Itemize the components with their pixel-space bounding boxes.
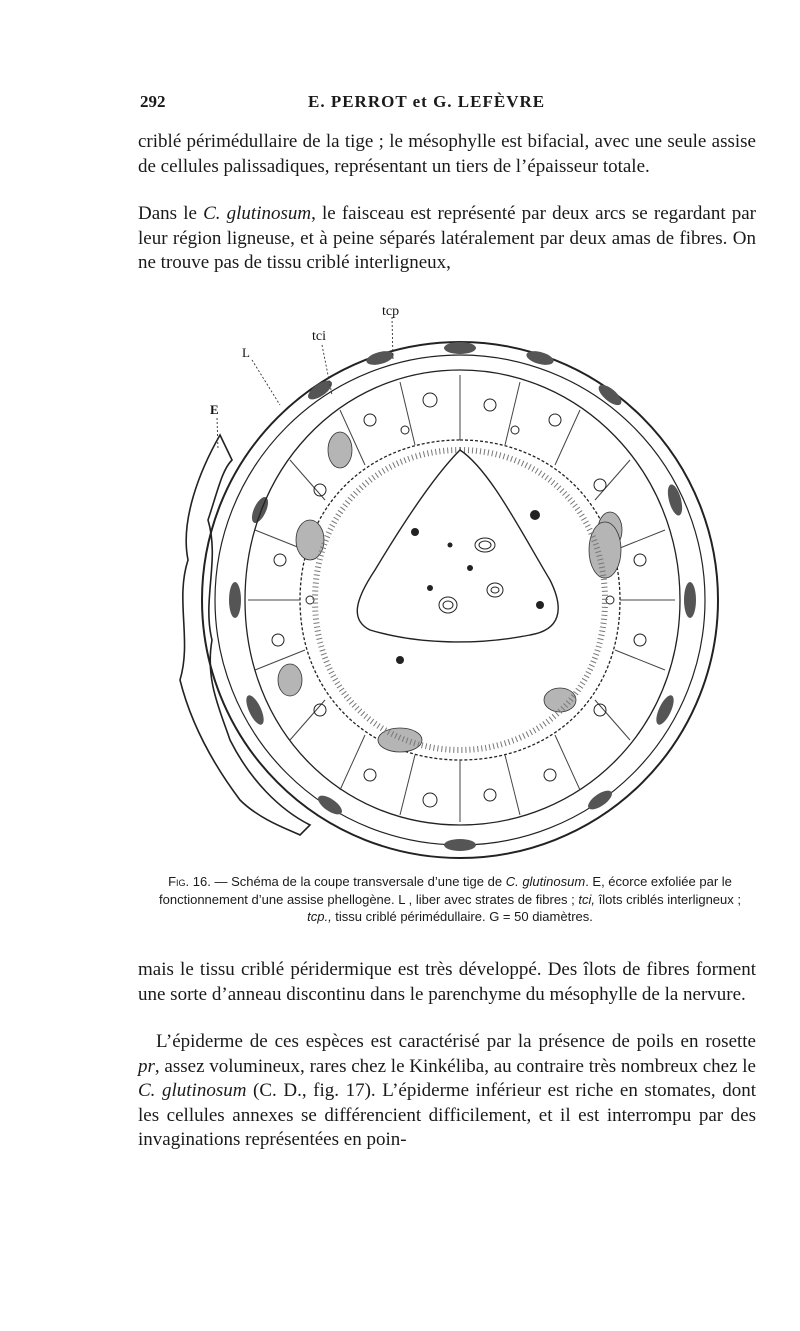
running-head: E. PERROT et G. LEFÈVRE [308,92,546,111]
leader-lines [217,317,393,450]
paragraph-1-text: criblé périmédullaire de la tige ; le mésophylle est bifacial, avec une seule assise de cellules palissadiques, représentant un tiers de l’épaisseur totale. [138,131,756,177]
figure-caption [150,873,750,926]
caption-text-1: — Schéma de la coupe transversale d’une tige de [210,874,506,889]
exfoliated-cortex [180,435,310,835]
paragraph-3 [138,958,756,1007]
caption-text-3: îlots criblés interligneux ; [595,891,741,907]
p4-c: , assez volumineux, rares chez le Kinkéliba, au contraire très nombreux chez le [154,1055,756,1077]
paragraph-2 [138,202,756,276]
caption-text-2: . E, écorce exfoliée par le fonctionnement d’une assise phellogène. L , liber avec strates de fibres ; [159,874,732,907]
label-L: L [242,345,250,360]
paragraph-4 [138,1030,756,1153]
page-header [140,92,760,116]
p2-before: Dans le [138,203,204,224]
p2-species: C. glutinosum [203,203,312,224]
caption-text-4: tissu criblé périmédullaire. G = 50 diamètres. [331,909,593,924]
stem-cross-section-drawing [160,300,740,860]
p4-e: (C. D., fig. 17). L’épiderme inférieur est riche en stomates, dont les cellules annexes se différencient difficilement, et il est interrompu par des invaginations représentées en poin- [138,1080,756,1150]
caption-species: C. glutinosum [505,874,586,889]
paragraph-3-text: mais le tissu criblé péridermique est très développé. Des îlots de fibres forment une sorte d’anneau discontinu dans le parenchyme du mésophylle de la nervure. [138,959,756,1005]
page-number: 292 [140,92,166,111]
pith [357,450,558,642]
figure-16 [160,300,740,860]
caption-tci: tci, [578,891,596,907]
label-tci: tci [312,329,326,344]
label-tcp: tcp [382,304,400,319]
p2-after: , le faisceau est représenté par deux arcs se regardant par leur région ligneuse, et à peine séparés latéralement par deux amas de fibres. On ne trouve pas de tissu criblé interligneux, [138,203,757,273]
p4-pr: pr [138,1055,155,1077]
p4-a: L’épiderme de ces espèces est caractérisé par la présence de poils en rosette [156,1031,756,1052]
paragraph-1 [138,130,756,179]
label-E: E [210,402,219,417]
p4-species: C. glutinosum [138,1080,247,1101]
caption-tcp: tcp., [307,909,332,924]
caption-fig-number: Fig. 16. [168,874,211,889]
